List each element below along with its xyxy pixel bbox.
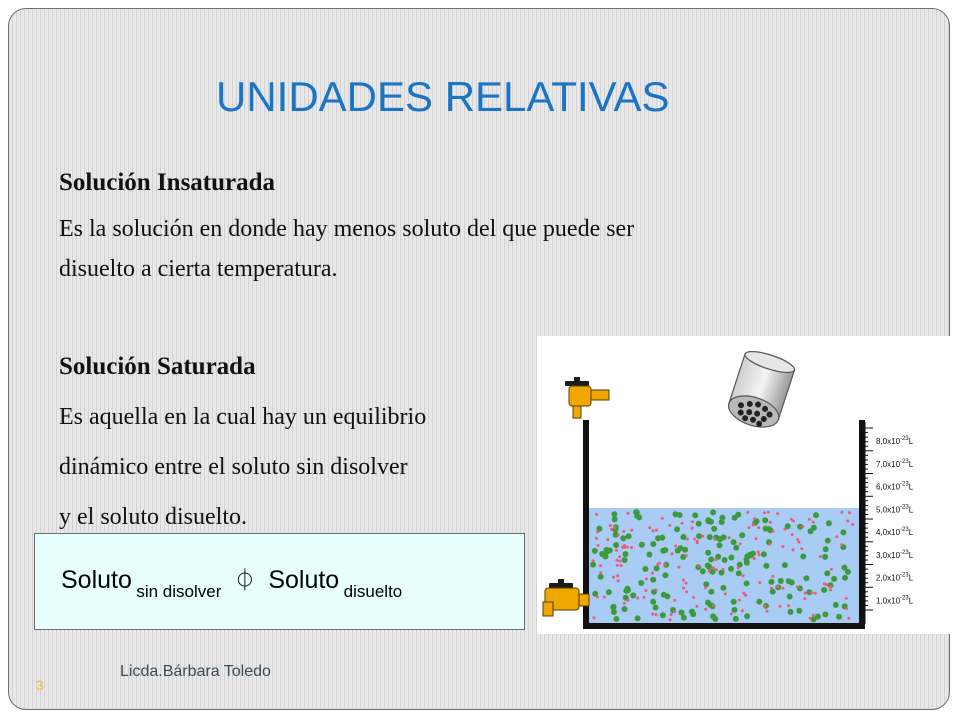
text-saturada-line3: y el soluto disuelto. <box>59 504 247 530</box>
dissolved-particle <box>642 596 645 599</box>
scale-label: $5,0x10^{-23}L$ <box>876 504 914 515</box>
dissolved-particle <box>616 574 619 577</box>
undissolved-particle <box>808 528 814 534</box>
undissolved-particle <box>762 517 768 523</box>
dissolved-particle <box>606 538 609 541</box>
dissolved-particle <box>724 592 727 595</box>
dissolved-particle <box>670 613 673 616</box>
dissolved-particle <box>627 599 630 602</box>
undissolved-particle <box>822 611 828 617</box>
undissolved-particle <box>825 538 831 544</box>
dissolved-particle <box>737 566 740 569</box>
dissolved-particle <box>809 617 812 620</box>
dissolved-particle <box>712 566 715 569</box>
dissolved-particle <box>613 526 616 529</box>
dissolved-particle <box>800 547 803 550</box>
dissolved-particle <box>652 529 655 532</box>
dissolved-particle <box>657 563 660 566</box>
undissolved-particle <box>841 565 847 571</box>
undissolved-particle <box>622 606 628 612</box>
dissolved-particle <box>845 607 848 610</box>
dissolved-particle <box>814 592 817 595</box>
dissolved-particle <box>596 530 599 533</box>
dissolved-particle <box>686 538 689 541</box>
dissolved-particle <box>615 549 618 552</box>
dissolved-particle <box>753 517 756 520</box>
page-number: 3 <box>36 677 44 693</box>
dissolved-particle <box>757 551 760 554</box>
undissolved-particle <box>705 563 711 569</box>
undissolved-particle <box>750 551 756 557</box>
undissolved-particle <box>613 616 619 622</box>
dissolved-particle <box>681 522 684 525</box>
undissolved-particle <box>722 557 728 563</box>
equilibrium-arrow-icon: ⏀ <box>233 568 256 593</box>
undissolved-particle <box>613 542 619 548</box>
dissolved-particle <box>845 597 848 600</box>
dissolved-particle <box>738 599 741 602</box>
dissolved-particle <box>704 608 707 611</box>
scale-label: $4,0x10^{-23}L$ <box>876 527 914 537</box>
dissolved-particle <box>623 602 626 605</box>
dissolved-particle <box>784 528 787 531</box>
dissolved-particle <box>674 545 677 548</box>
dissolved-particle <box>685 554 688 557</box>
undissolved-particle <box>630 593 636 599</box>
dissolved-particle <box>623 544 626 547</box>
undissolved-particle <box>677 512 683 518</box>
undissolved-particle <box>677 545 683 551</box>
dissolved-particle <box>722 568 725 571</box>
undissolved-particle <box>720 585 726 591</box>
undissolved-particle <box>813 512 819 518</box>
undissolved-particle <box>717 536 723 542</box>
solute-undissolved-subscript: sin disolver <box>136 582 222 601</box>
salt-shaker-icon <box>725 347 797 432</box>
dissolved-particle <box>684 582 687 585</box>
dissolved-particle <box>776 585 779 588</box>
undissolved-particle <box>842 575 848 581</box>
dissolved-particle <box>599 564 602 567</box>
undissolved-particle <box>650 541 656 547</box>
scale-label: $2,0x10^{-23}L$ <box>876 572 914 583</box>
undissolved-particle <box>732 607 738 613</box>
dissolved-particle <box>792 520 795 523</box>
undissolved-particle <box>674 526 680 532</box>
undissolved-particle <box>705 550 711 556</box>
dissolved-particle <box>848 617 851 620</box>
scale-label: $8,0x10^{-23}L$ <box>876 436 914 446</box>
dissolved-particle <box>644 589 647 592</box>
dissolved-particle <box>801 525 804 528</box>
dissolved-particle <box>851 523 854 526</box>
undissolved-particle <box>711 526 717 532</box>
dissolved-particle <box>767 511 770 514</box>
undissolved-particle <box>744 613 750 619</box>
undissolved-particle <box>626 533 632 539</box>
undissolved-particle <box>696 521 702 527</box>
dissolved-particle <box>768 543 771 546</box>
dissolved-particle <box>695 605 698 608</box>
undissolved-particle <box>634 509 640 515</box>
undissolved-particle <box>653 605 659 611</box>
undissolved-particle <box>731 539 737 545</box>
dissolved-particle <box>770 587 773 590</box>
scale-label: $7,0x10^{-23}L$ <box>876 458 914 469</box>
dissolved-particle <box>655 529 658 532</box>
dissolved-particle <box>645 578 648 581</box>
undissolved-particle <box>603 547 609 553</box>
undissolved-particle <box>650 599 656 605</box>
undissolved-particle <box>744 580 750 586</box>
undissolved-particle <box>822 554 828 560</box>
dissolved-particle <box>757 526 760 529</box>
dissolved-particle <box>763 511 766 514</box>
dissolved-particle <box>651 613 654 616</box>
undissolved-particle <box>744 560 750 566</box>
undissolved-particle <box>661 592 667 598</box>
dissolved-particle <box>812 521 815 524</box>
dissolved-particle <box>848 511 851 514</box>
undissolved-particle <box>768 579 774 585</box>
scale-label: $6,0x10^{-23}L$ <box>876 481 914 492</box>
dissolved-particle <box>697 565 700 568</box>
dissolved-particle <box>739 542 742 545</box>
text-saturada-line2: dinámico entre el soluto sin disolver <box>59 454 408 480</box>
undissolved-particle <box>622 557 628 563</box>
undissolved-particle <box>635 615 641 621</box>
undissolved-particle <box>803 575 809 581</box>
dissolved-particle <box>810 591 813 594</box>
dissolved-particle <box>616 559 619 562</box>
undissolved-particle <box>796 608 802 614</box>
heading-insaturada: Solución Insaturada <box>59 169 276 196</box>
dissolved-particle <box>713 538 716 541</box>
dissolved-particle <box>593 616 596 619</box>
undissolved-particle <box>728 555 734 561</box>
equilibrium-box <box>34 533 525 630</box>
dissolved-particle <box>701 535 704 538</box>
text-insaturada-line2: disuelto a cierta temperatura. <box>59 256 338 282</box>
dissolved-particle <box>812 614 815 617</box>
undissolved-particle <box>831 576 837 582</box>
dissolved-particle <box>655 613 658 616</box>
dissolved-particle <box>829 588 832 591</box>
dissolved-particle <box>616 564 619 567</box>
undissolved-particle <box>642 566 648 572</box>
undissolved-particle <box>826 520 832 526</box>
volume-scale <box>862 428 914 610</box>
undissolved-particle <box>833 602 839 608</box>
dissolved-particle <box>741 609 744 612</box>
undissolved-particle <box>708 589 714 595</box>
text-saturada-line1: Es aquella en la cual hay un equilibrio <box>59 404 427 430</box>
dissolved-particle <box>755 537 758 540</box>
undissolved-particle <box>756 599 762 605</box>
dissolved-particle <box>730 612 733 615</box>
dissolved-particle <box>661 517 664 520</box>
undissolved-particle <box>719 519 725 525</box>
dissolved-particle <box>742 574 745 577</box>
faucet-top-icon <box>565 377 609 418</box>
dissolved-particle <box>796 585 799 588</box>
undissolved-particle <box>689 609 695 615</box>
undissolved-particle <box>610 604 616 610</box>
dissolved-particle <box>682 587 685 590</box>
dissolved-particle <box>708 570 711 573</box>
dissolved-particle <box>691 520 694 523</box>
slide-title: UNIDADES RELATIVAS <box>216 73 670 120</box>
undissolved-particle <box>679 610 685 616</box>
dissolved-particle <box>669 618 672 621</box>
dissolved-particle <box>748 526 751 529</box>
dissolved-particle <box>808 518 811 521</box>
undissolved-particle <box>786 578 792 584</box>
undissolved-particle <box>606 589 612 595</box>
dissolved-particle <box>778 605 781 608</box>
undissolved-particle <box>612 516 618 522</box>
dissolved-particle <box>753 557 756 560</box>
scale-label: $3,0x10^{-23}L$ <box>876 549 914 560</box>
dissolved-particle <box>685 590 688 593</box>
dissolved-particle <box>673 599 676 602</box>
dissolved-particle <box>715 568 718 571</box>
undissolved-particle <box>761 551 767 557</box>
undissolved-particle <box>732 515 738 521</box>
dissolved-particle <box>830 568 833 571</box>
dissolved-particle <box>758 553 761 556</box>
undissolved-particle <box>620 535 626 541</box>
dissolved-particle <box>622 530 625 533</box>
dissolved-particle <box>636 597 639 600</box>
dissolved-particle <box>840 543 843 546</box>
dissolved-particle <box>766 610 769 613</box>
undissolved-particle <box>787 594 793 600</box>
dissolved-particle <box>792 548 795 551</box>
undissolved-particle <box>654 565 660 571</box>
undissolved-particle <box>708 556 714 562</box>
undissolved-particle <box>710 509 716 515</box>
dissolved-particle <box>819 555 822 558</box>
undissolved-particle <box>662 547 668 553</box>
dissolved-particle <box>797 541 800 544</box>
undissolved-particle <box>824 570 830 576</box>
dissolved-particle <box>651 572 654 575</box>
dissolved-particle <box>846 520 849 523</box>
undissolved-particle <box>680 534 686 540</box>
dissolved-particle <box>617 579 620 582</box>
dissolved-particle <box>620 564 623 567</box>
solute-undissolved-label: Soluto <box>61 566 132 594</box>
dissolved-particle <box>619 560 622 563</box>
dissolved-particle <box>603 596 606 599</box>
undissolved-particle <box>800 554 806 560</box>
dissolved-particle <box>782 587 785 590</box>
dissolved-particle <box>596 595 599 598</box>
dissolved-particle <box>758 581 761 584</box>
undissolved-particle <box>736 570 742 576</box>
undissolved-particle <box>598 574 604 580</box>
undissolved-particle <box>733 616 739 622</box>
faucet-bottom-icon <box>543 579 589 616</box>
dissolved-particle <box>712 604 715 607</box>
dissolved-particle <box>781 545 784 548</box>
undissolved-particle <box>638 580 644 586</box>
undissolved-particle <box>763 563 769 569</box>
undissolved-particle <box>639 542 645 548</box>
undissolved-particle <box>611 511 617 517</box>
footer-author: Licda.Bárbara Toledo <box>120 663 271 680</box>
equilibrium-equation <box>61 564 403 601</box>
undissolved-particle <box>706 518 712 524</box>
undissolved-particle <box>823 546 829 552</box>
dissolved-particle <box>691 527 694 530</box>
dissolved-particle <box>704 586 707 589</box>
dissolved-particle <box>610 528 613 531</box>
dissolved-particle <box>597 544 600 547</box>
undissolved-particle <box>655 535 661 541</box>
dissolved-particle <box>728 536 731 539</box>
dissolved-particle <box>677 566 680 569</box>
dissolved-particle <box>829 585 832 588</box>
solute-dissolved-subscript: disuelto <box>343 582 403 601</box>
dissolved-particle <box>787 604 790 607</box>
saturation-diagram-svg <box>537 336 950 634</box>
undissolved-particle <box>650 577 656 583</box>
liquid-solution <box>589 508 859 624</box>
dissolved-particle <box>664 563 667 566</box>
dissolved-particle <box>592 559 595 562</box>
dissolved-particle <box>617 533 620 536</box>
dissolved-particle <box>627 512 630 515</box>
undissolved-particle <box>646 552 652 558</box>
undissolved-particle <box>788 609 794 615</box>
dissolved-particle <box>654 589 657 592</box>
dissolved-particle <box>693 538 696 541</box>
dissolved-particle <box>668 524 671 527</box>
undissolved-particle <box>700 568 706 574</box>
dissolved-particle <box>764 605 767 608</box>
dissolved-particle <box>840 511 843 514</box>
dissolved-particle <box>673 610 676 613</box>
dissolved-particle <box>776 512 779 515</box>
dissolved-particle <box>599 571 602 574</box>
dissolved-particle <box>742 592 745 595</box>
dissolved-particle <box>823 582 826 585</box>
dissolved-particle <box>803 597 806 600</box>
undissolved-particle <box>625 586 631 592</box>
dissolved-particle <box>648 526 651 529</box>
undissolved-particle <box>590 562 596 568</box>
undissolved-particle <box>623 551 629 557</box>
undissolved-particle <box>592 548 598 554</box>
undissolved-particle <box>782 562 788 568</box>
dissolved-particle <box>804 592 807 595</box>
scale-label: $1,0x10^{-23}L$ <box>876 595 914 606</box>
dissolved-particle <box>835 535 838 538</box>
undissolved-particle <box>728 566 734 572</box>
undissolved-particle <box>731 599 737 605</box>
undissolved-particle <box>840 529 846 535</box>
undissolved-particle <box>739 532 745 538</box>
undissolved-particle <box>733 545 739 551</box>
dissolved-particle <box>671 552 674 555</box>
dissolved-particle <box>746 511 749 514</box>
undissolved-particle <box>712 616 718 622</box>
heading-saturada: Solución Saturada <box>59 353 256 380</box>
dissolved-particle <box>682 579 685 582</box>
dissolved-particle <box>771 575 774 578</box>
undissolved-particle <box>696 533 702 539</box>
dissolved-particle <box>714 558 717 561</box>
dissolved-particle <box>772 530 775 533</box>
dissolved-particle <box>696 540 699 543</box>
dissolved-particle <box>595 537 598 540</box>
undissolved-particle <box>660 612 666 618</box>
solute-dissolved-label: Soluto <box>268 566 340 594</box>
undissolved-particle <box>811 616 817 622</box>
dissolved-particle <box>626 546 629 549</box>
undissolved-particle <box>662 572 668 578</box>
undissolved-particle <box>692 512 698 518</box>
dissolved-particle <box>752 523 755 526</box>
dissolved-particle <box>692 596 695 599</box>
dissolved-particle <box>769 521 772 524</box>
dissolved-particle <box>595 513 598 516</box>
undissolved-particle <box>681 615 687 621</box>
saturation-diagram <box>537 336 950 634</box>
dissolved-particle <box>630 529 633 532</box>
undissolved-particle <box>717 542 723 548</box>
undissolved-particle <box>778 578 784 584</box>
dissolved-particle <box>609 524 612 527</box>
undissolved-particle <box>821 587 827 593</box>
dissolved-particle <box>612 576 615 579</box>
dissolved-particle <box>618 555 621 558</box>
dissolved-particle <box>791 533 794 536</box>
text-insaturada-line1: Es la solución en donde hay menos soluto del que puede ser <box>59 216 635 242</box>
dissolved-particle <box>630 546 633 549</box>
undissolved-particle <box>707 534 713 540</box>
undissolved-particle <box>836 614 842 620</box>
